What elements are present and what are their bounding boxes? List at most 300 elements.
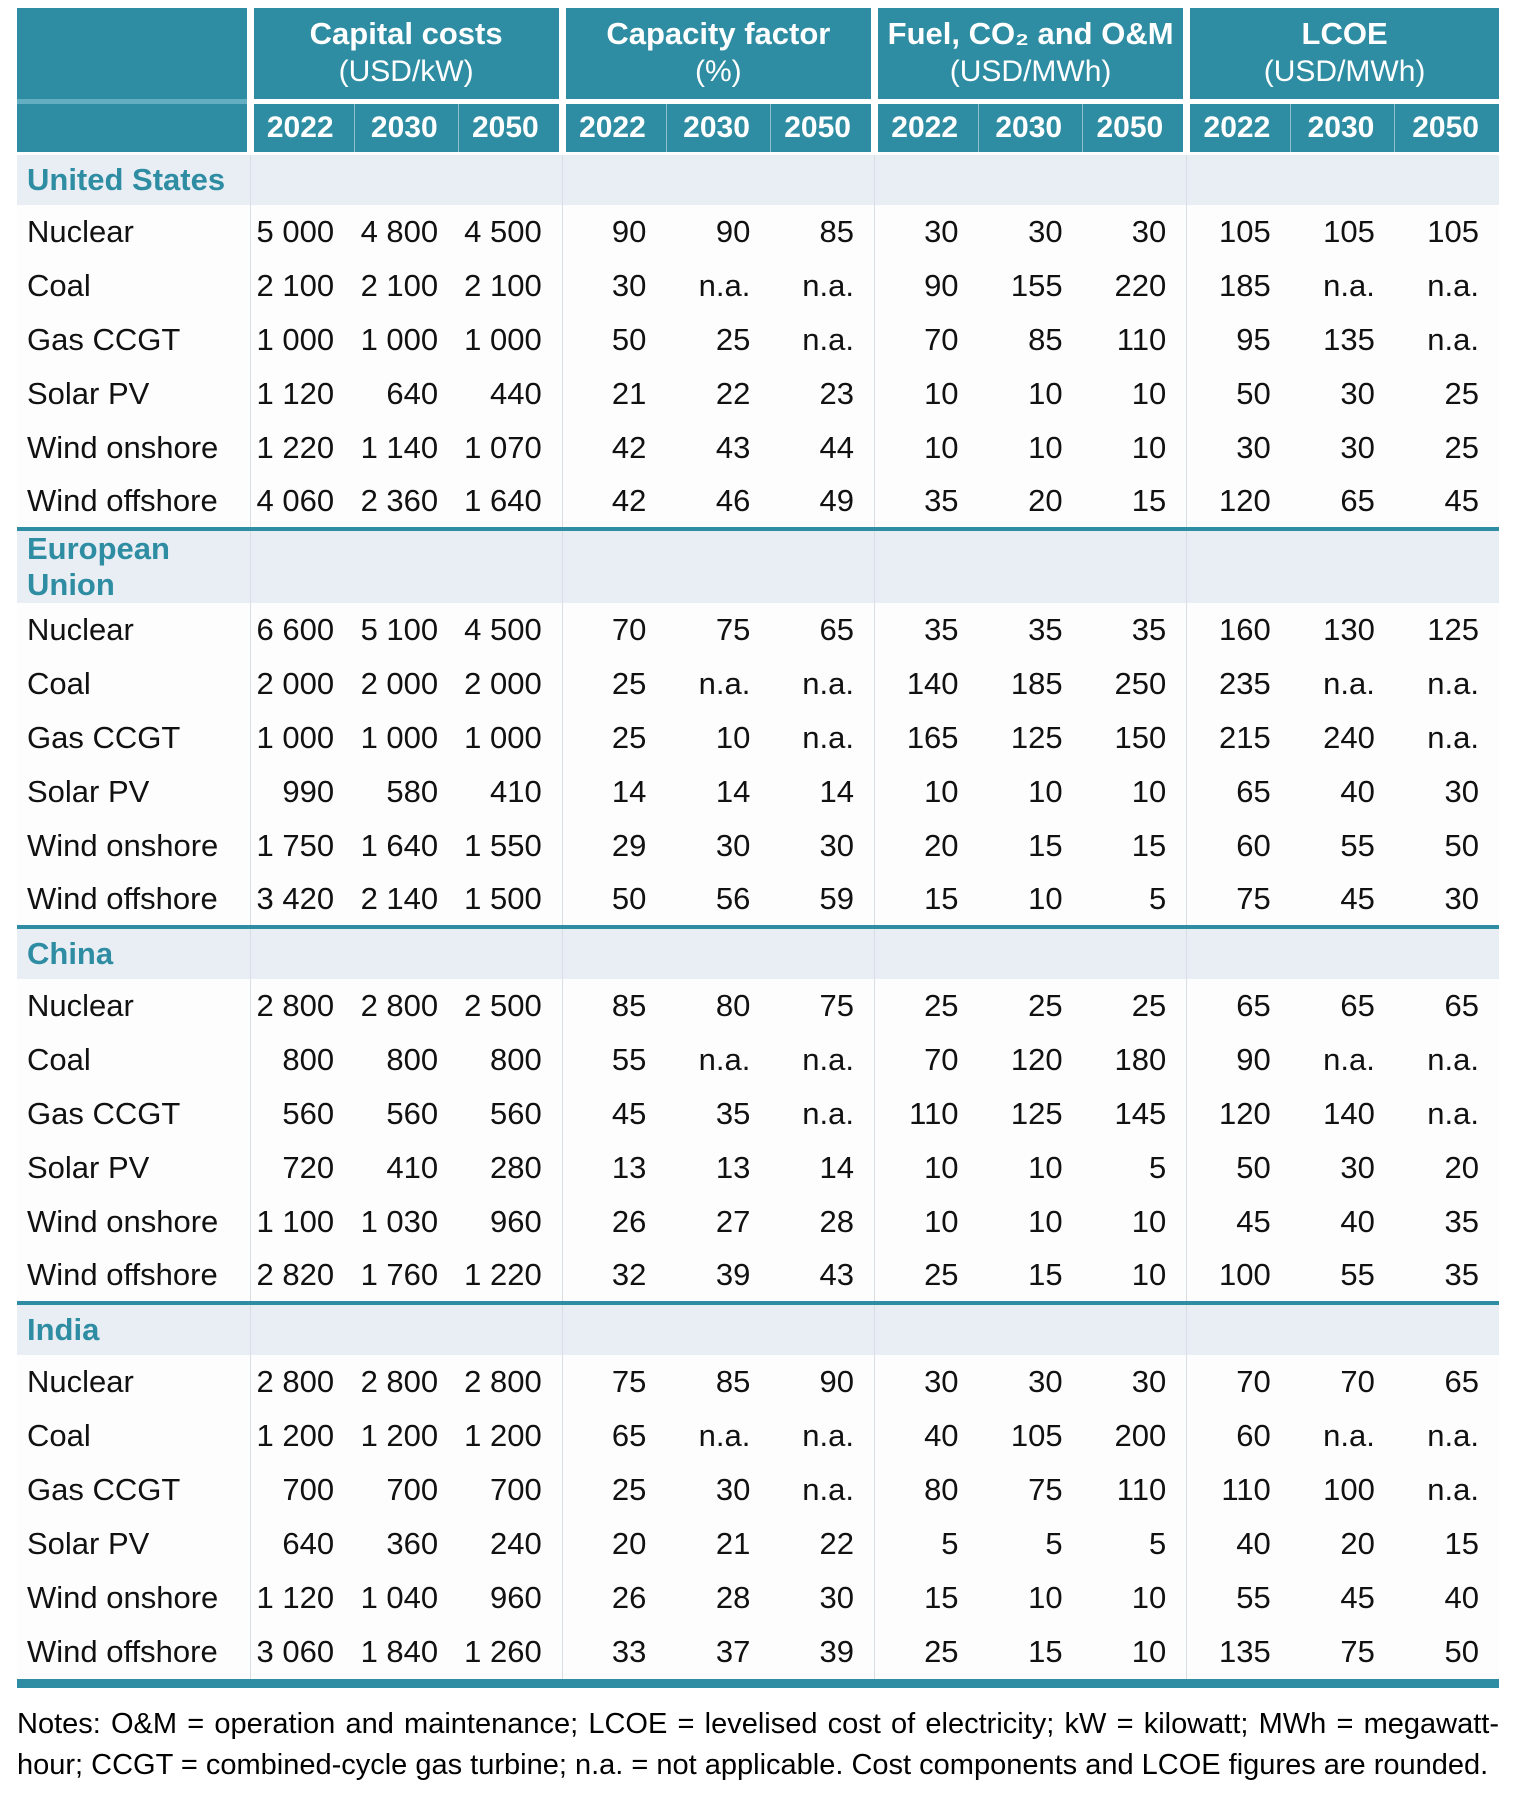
- value-cell: 45: [1395, 475, 1499, 529]
- technology-label: Nuclear: [17, 979, 250, 1033]
- value-cell: 44: [770, 421, 874, 475]
- data-row-european-union-wind-offshore: [17, 873, 1499, 927]
- data-row-united-states-solar-pv: [17, 367, 1499, 421]
- value-cell: 5 100: [354, 603, 458, 657]
- value-cell: 25: [874, 1625, 978, 1679]
- band-cell: [354, 927, 458, 979]
- data-row-european-union-coal: [17, 657, 1499, 711]
- band-cell: [1395, 927, 1499, 979]
- value-cell: 110: [1187, 1463, 1291, 1517]
- value-cell: 25: [1083, 979, 1187, 1033]
- value-cell: 30: [1083, 1355, 1187, 1409]
- value-cell: 120: [979, 1033, 1083, 1087]
- value-cell: 2 000: [458, 657, 562, 711]
- band-cell: [979, 1303, 1083, 1355]
- value-cell: 50: [1395, 1625, 1499, 1679]
- data-row-india-wind-onshore: [17, 1571, 1499, 1625]
- technology-label: Solar PV: [17, 367, 250, 421]
- technology-label: Wind onshore: [17, 819, 250, 873]
- band-cell: [250, 153, 354, 205]
- value-cell: 140: [1291, 1087, 1395, 1141]
- value-cell: 40: [1187, 1517, 1291, 1571]
- year-row-corner: [17, 101, 250, 153]
- value-cell: 45: [1291, 873, 1395, 927]
- value-cell: 35: [874, 603, 978, 657]
- data-row-united-states-wind-onshore: [17, 421, 1499, 475]
- year-header: 2050: [770, 101, 874, 153]
- band-cell: [458, 927, 562, 979]
- value-cell: 2 820: [250, 1249, 354, 1303]
- value-cell: 30: [1291, 367, 1395, 421]
- value-cell: n.a.: [1395, 1409, 1499, 1463]
- value-cell: 65: [1291, 979, 1395, 1033]
- value-cell: n.a.: [1395, 1463, 1499, 1517]
- corner-cell: [17, 8, 250, 101]
- band-cell: [1291, 529, 1395, 603]
- year-header-row: [17, 101, 1499, 153]
- value-cell: 5: [1083, 873, 1187, 927]
- group-title: LCOE: [1301, 16, 1388, 52]
- value-cell: 235: [1187, 657, 1291, 711]
- value-cell: 10: [1083, 1249, 1187, 1303]
- year-header: 2030: [979, 101, 1083, 153]
- value-cell: 70: [1291, 1355, 1395, 1409]
- value-cell: 2 100: [458, 259, 562, 313]
- value-cell: n.a.: [1395, 259, 1499, 313]
- value-cell: 440: [458, 367, 562, 421]
- value-cell: 800: [354, 1033, 458, 1087]
- value-cell: 10: [1083, 765, 1187, 819]
- value-cell: 10: [979, 765, 1083, 819]
- technology-label: Coal: [17, 1033, 250, 1087]
- value-cell: 45: [562, 1087, 666, 1141]
- band-cell: [666, 927, 770, 979]
- value-cell: 15: [874, 1571, 978, 1625]
- value-cell: 55: [1187, 1571, 1291, 1625]
- region-label: United States: [17, 153, 250, 205]
- value-cell: 185: [979, 657, 1083, 711]
- value-cell: 10: [979, 367, 1083, 421]
- band-cell: [666, 1303, 770, 1355]
- value-cell: 90: [666, 205, 770, 259]
- value-cell: 120: [1187, 1087, 1291, 1141]
- value-cell: 10: [666, 711, 770, 765]
- value-cell: 30: [1395, 765, 1499, 819]
- value-cell: 1 120: [250, 1571, 354, 1625]
- value-cell: 4 800: [354, 205, 458, 259]
- value-cell: 22: [666, 367, 770, 421]
- value-cell: 55: [1291, 1249, 1395, 1303]
- value-cell: 1 200: [354, 1409, 458, 1463]
- value-cell: 960: [458, 1195, 562, 1249]
- table-bottom-rule: [17, 1679, 1499, 1688]
- value-cell: 135: [1291, 313, 1395, 367]
- value-cell: 26: [562, 1571, 666, 1625]
- value-cell: 200: [1083, 1409, 1187, 1463]
- value-cell: 280: [458, 1141, 562, 1195]
- year-header: 2022: [1187, 101, 1291, 153]
- technology-label: Nuclear: [17, 205, 250, 259]
- value-cell: 2 000: [250, 657, 354, 711]
- band-cell: [354, 1303, 458, 1355]
- value-cell: 75: [1187, 873, 1291, 927]
- value-cell: 1 640: [458, 475, 562, 529]
- value-cell: 700: [250, 1463, 354, 1517]
- data-row-china-coal: [17, 1033, 1499, 1087]
- year-header: 2030: [354, 101, 458, 153]
- technology-label: Solar PV: [17, 1141, 250, 1195]
- value-cell: 55: [1291, 819, 1395, 873]
- value-cell: 1 070: [458, 421, 562, 475]
- group-title: Capital costs: [309, 16, 503, 52]
- data-row-european-union-gas-ccgt: [17, 711, 1499, 765]
- value-cell: 1 220: [250, 421, 354, 475]
- band-cell: [666, 529, 770, 603]
- value-cell: 25: [1395, 421, 1499, 475]
- band-cell: [250, 1303, 354, 1355]
- value-cell: 4 500: [458, 603, 562, 657]
- band-cell: [250, 927, 354, 979]
- value-cell: 1 000: [250, 711, 354, 765]
- band-cell: [874, 153, 978, 205]
- value-cell: 10: [1083, 421, 1187, 475]
- data-row-european-union-nuclear: [17, 603, 1499, 657]
- value-cell: 14: [770, 1141, 874, 1195]
- section-row-india: [17, 1303, 1499, 1355]
- value-cell: 10: [979, 1195, 1083, 1249]
- value-cell: 70: [1187, 1355, 1291, 1409]
- value-cell: n.a.: [666, 259, 770, 313]
- value-cell: 1 040: [354, 1571, 458, 1625]
- value-cell: n.a.: [770, 259, 874, 313]
- band-cell: [770, 153, 874, 205]
- value-cell: 30: [874, 205, 978, 259]
- band-cell: [562, 153, 666, 205]
- band-cell: [562, 927, 666, 979]
- region-label: European Union: [17, 529, 250, 603]
- value-cell: 105: [1187, 205, 1291, 259]
- value-cell: 1 640: [354, 819, 458, 873]
- value-cell: 1 260: [458, 1625, 562, 1679]
- value-cell: 15: [1083, 475, 1187, 529]
- band-cell: [874, 529, 978, 603]
- value-cell: 30: [1395, 873, 1499, 927]
- technology-label: Solar PV: [17, 1517, 250, 1571]
- data-row-india-wind-offshore: [17, 1625, 1499, 1679]
- band-cell: [562, 1303, 666, 1355]
- group-unit: (%): [695, 55, 742, 89]
- value-cell: 105: [1291, 205, 1395, 259]
- value-cell: 700: [458, 1463, 562, 1517]
- value-cell: 85: [666, 1355, 770, 1409]
- value-cell: 2 000: [354, 657, 458, 711]
- value-cell: 30: [666, 819, 770, 873]
- value-cell: 1 000: [354, 711, 458, 765]
- value-cell: n.a.: [770, 657, 874, 711]
- value-cell: 28: [666, 1571, 770, 1625]
- value-cell: 215: [1187, 711, 1291, 765]
- value-cell: 180: [1083, 1033, 1187, 1087]
- section-row-european-union: [17, 529, 1499, 603]
- value-cell: 60: [1187, 819, 1291, 873]
- value-cell: 35: [979, 603, 1083, 657]
- band-cell: [562, 529, 666, 603]
- value-cell: 10: [1083, 1625, 1187, 1679]
- value-cell: 410: [458, 765, 562, 819]
- value-cell: 30: [770, 819, 874, 873]
- technology-label: Gas CCGT: [17, 1087, 250, 1141]
- value-cell: 65: [1291, 475, 1395, 529]
- value-cell: 75: [1291, 1625, 1395, 1679]
- value-cell: 30: [979, 205, 1083, 259]
- value-cell: 25: [1395, 367, 1499, 421]
- value-cell: 410: [354, 1141, 458, 1195]
- value-cell: 1 220: [458, 1249, 562, 1303]
- value-cell: 45: [1291, 1571, 1395, 1625]
- value-cell: 185: [1187, 259, 1291, 313]
- value-cell: 56: [666, 873, 770, 927]
- group-title: Fuel, CO₂ and O&M: [887, 16, 1174, 52]
- year-header: 2050: [1083, 101, 1187, 153]
- value-cell: 90: [1187, 1033, 1291, 1087]
- value-cell: n.a.: [770, 313, 874, 367]
- band-cell: [1291, 1303, 1395, 1355]
- value-cell: n.a.: [1395, 657, 1499, 711]
- value-cell: 15: [979, 819, 1083, 873]
- data-row-india-coal: [17, 1409, 1499, 1463]
- value-cell: 25: [874, 1249, 978, 1303]
- value-cell: 165: [874, 711, 978, 765]
- value-cell: 5: [874, 1517, 978, 1571]
- value-cell: 10: [874, 367, 978, 421]
- band-cell: [770, 1303, 874, 1355]
- group-header-capacity-factor: [562, 8, 874, 101]
- value-cell: n.a.: [666, 1033, 770, 1087]
- band-cell: [770, 529, 874, 603]
- group-unit: (USD/kW): [338, 55, 474, 89]
- data-row-india-solar-pv: [17, 1517, 1499, 1571]
- section-row-china: [17, 927, 1499, 979]
- value-cell: 10: [874, 1195, 978, 1249]
- band-cell: [1291, 927, 1395, 979]
- value-cell: 130: [1291, 603, 1395, 657]
- value-cell: 1 000: [458, 711, 562, 765]
- value-cell: 32: [562, 1249, 666, 1303]
- value-cell: 250: [1083, 657, 1187, 711]
- value-cell: 46: [666, 475, 770, 529]
- value-cell: 1 120: [250, 367, 354, 421]
- data-row-european-union-wind-onshore: [17, 819, 1499, 873]
- value-cell: n.a.: [666, 1409, 770, 1463]
- value-cell: 150: [1083, 711, 1187, 765]
- value-cell: 560: [354, 1087, 458, 1141]
- value-cell: n.a.: [1291, 1033, 1395, 1087]
- value-cell: 30: [1187, 421, 1291, 475]
- value-cell: 30: [874, 1355, 978, 1409]
- value-cell: 21: [666, 1517, 770, 1571]
- band-cell: [354, 529, 458, 603]
- data-row-india-gas-ccgt: [17, 1463, 1499, 1517]
- value-cell: 10: [1083, 1195, 1187, 1249]
- technology-label: Nuclear: [17, 603, 250, 657]
- value-cell: 60: [1187, 1409, 1291, 1463]
- value-cell: n.a.: [1291, 657, 1395, 711]
- data-row-united-states-gas-ccgt: [17, 313, 1499, 367]
- table-header: [17, 8, 1499, 153]
- value-cell: 5: [1083, 1141, 1187, 1195]
- value-cell: 49: [770, 475, 874, 529]
- value-cell: 240: [458, 1517, 562, 1571]
- band-cell: [1187, 529, 1291, 603]
- value-cell: 20: [1291, 1517, 1395, 1571]
- value-cell: n.a.: [1395, 711, 1499, 765]
- value-cell: 1 000: [354, 313, 458, 367]
- value-cell: n.a.: [1395, 313, 1499, 367]
- value-cell: 20: [562, 1517, 666, 1571]
- value-cell: 10: [874, 765, 978, 819]
- value-cell: n.a.: [666, 657, 770, 711]
- value-cell: 2 800: [250, 979, 354, 1033]
- value-cell: 135: [1187, 1625, 1291, 1679]
- value-cell: 30: [562, 259, 666, 313]
- value-cell: 960: [458, 1571, 562, 1625]
- value-cell: 85: [979, 313, 1083, 367]
- value-cell: 1 140: [354, 421, 458, 475]
- year-header: 2050: [458, 101, 562, 153]
- value-cell: n.a.: [1291, 259, 1395, 313]
- data-row-united-states-wind-offshore: [17, 475, 1499, 529]
- value-cell: 1 100: [250, 1195, 354, 1249]
- value-cell: 26: [562, 1195, 666, 1249]
- value-cell: 39: [666, 1249, 770, 1303]
- value-cell: 75: [666, 603, 770, 657]
- value-cell: n.a.: [770, 1087, 874, 1141]
- value-cell: 35: [666, 1087, 770, 1141]
- value-cell: 140: [874, 657, 978, 711]
- band-cell: [666, 153, 770, 205]
- value-cell: 65: [1395, 979, 1499, 1033]
- band-cell: [250, 529, 354, 603]
- value-cell: 35: [1395, 1195, 1499, 1249]
- value-cell: 43: [666, 421, 770, 475]
- band-cell: [979, 927, 1083, 979]
- value-cell: 10: [979, 421, 1083, 475]
- value-cell: n.a.: [770, 1033, 874, 1087]
- value-cell: 90: [770, 1355, 874, 1409]
- value-cell: 240: [1291, 711, 1395, 765]
- value-cell: 15: [1395, 1517, 1499, 1571]
- value-cell: 120: [1187, 475, 1291, 529]
- technology-label: Wind onshore: [17, 1571, 250, 1625]
- data-row-china-wind-onshore: [17, 1195, 1499, 1249]
- section-row-united-states: [17, 153, 1499, 205]
- group-header-lcoe: [1187, 8, 1499, 101]
- technology-label: Wind offshore: [17, 475, 250, 529]
- value-cell: 640: [250, 1517, 354, 1571]
- value-cell: 50: [1187, 1141, 1291, 1195]
- value-cell: 28: [770, 1195, 874, 1249]
- band-cell: [1083, 927, 1187, 979]
- band-cell: [979, 529, 1083, 603]
- technology-label: Gas CCGT: [17, 1463, 250, 1517]
- year-header: 2030: [1291, 101, 1395, 153]
- value-cell: 15: [979, 1249, 1083, 1303]
- value-cell: 90: [874, 259, 978, 313]
- value-cell: 25: [562, 657, 666, 711]
- group-unit: (USD/MWh): [1263, 55, 1426, 89]
- value-cell: 3 420: [250, 873, 354, 927]
- technology-label: Gas CCGT: [17, 313, 250, 367]
- band-cell: [458, 529, 562, 603]
- value-cell: n.a.: [1291, 1409, 1395, 1463]
- band-cell: [979, 153, 1083, 205]
- value-cell: 35: [1083, 603, 1187, 657]
- band-cell: [458, 1303, 562, 1355]
- value-cell: 20: [1395, 1141, 1499, 1195]
- value-cell: 1 760: [354, 1249, 458, 1303]
- value-cell: 40: [874, 1409, 978, 1463]
- table-body: [17, 153, 1499, 1679]
- value-cell: 15: [1083, 819, 1187, 873]
- value-cell: 59: [770, 873, 874, 927]
- value-cell: 30: [1083, 205, 1187, 259]
- value-cell: 1 550: [458, 819, 562, 873]
- value-cell: 20: [874, 819, 978, 873]
- band-cell: [1395, 1303, 1499, 1355]
- value-cell: 65: [1187, 765, 1291, 819]
- technology-label: Coal: [17, 1409, 250, 1463]
- data-row-european-union-solar-pv: [17, 765, 1499, 819]
- technology-label: Wind offshore: [17, 1249, 250, 1303]
- group-title: Capacity factor: [606, 16, 831, 52]
- year-header: 2022: [562, 101, 666, 153]
- value-cell: 80: [666, 979, 770, 1033]
- value-cell: 42: [562, 421, 666, 475]
- band-cell: [1083, 153, 1187, 205]
- value-cell: 2 360: [354, 475, 458, 529]
- value-cell: 800: [458, 1033, 562, 1087]
- value-cell: 43: [770, 1249, 874, 1303]
- technology-label: Nuclear: [17, 1355, 250, 1409]
- value-cell: 25: [562, 711, 666, 765]
- band-cell: [1187, 1303, 1291, 1355]
- value-cell: 4 500: [458, 205, 562, 259]
- value-cell: 30: [979, 1355, 1083, 1409]
- value-cell: 25: [562, 1463, 666, 1517]
- value-cell: 33: [562, 1625, 666, 1679]
- value-cell: 10: [874, 1141, 978, 1195]
- band-cell: [1187, 927, 1291, 979]
- value-cell: 85: [770, 205, 874, 259]
- data-row-china-wind-offshore: [17, 1249, 1499, 1303]
- value-cell: 23: [770, 367, 874, 421]
- value-cell: 75: [562, 1355, 666, 1409]
- value-cell: 1 840: [354, 1625, 458, 1679]
- value-cell: 155: [979, 259, 1083, 313]
- value-cell: 220: [1083, 259, 1187, 313]
- value-cell: 50: [1187, 367, 1291, 421]
- value-cell: 50: [562, 873, 666, 927]
- value-cell: 5: [979, 1517, 1083, 1571]
- value-cell: 15: [979, 1625, 1083, 1679]
- value-cell: 10: [979, 873, 1083, 927]
- value-cell: 50: [562, 313, 666, 367]
- value-cell: 1 030: [354, 1195, 458, 1249]
- value-cell: 10: [1083, 1571, 1187, 1625]
- value-cell: n.a.: [770, 1409, 874, 1463]
- group-header-fuel-co2-om: [874, 8, 1186, 101]
- value-cell: 2 140: [354, 873, 458, 927]
